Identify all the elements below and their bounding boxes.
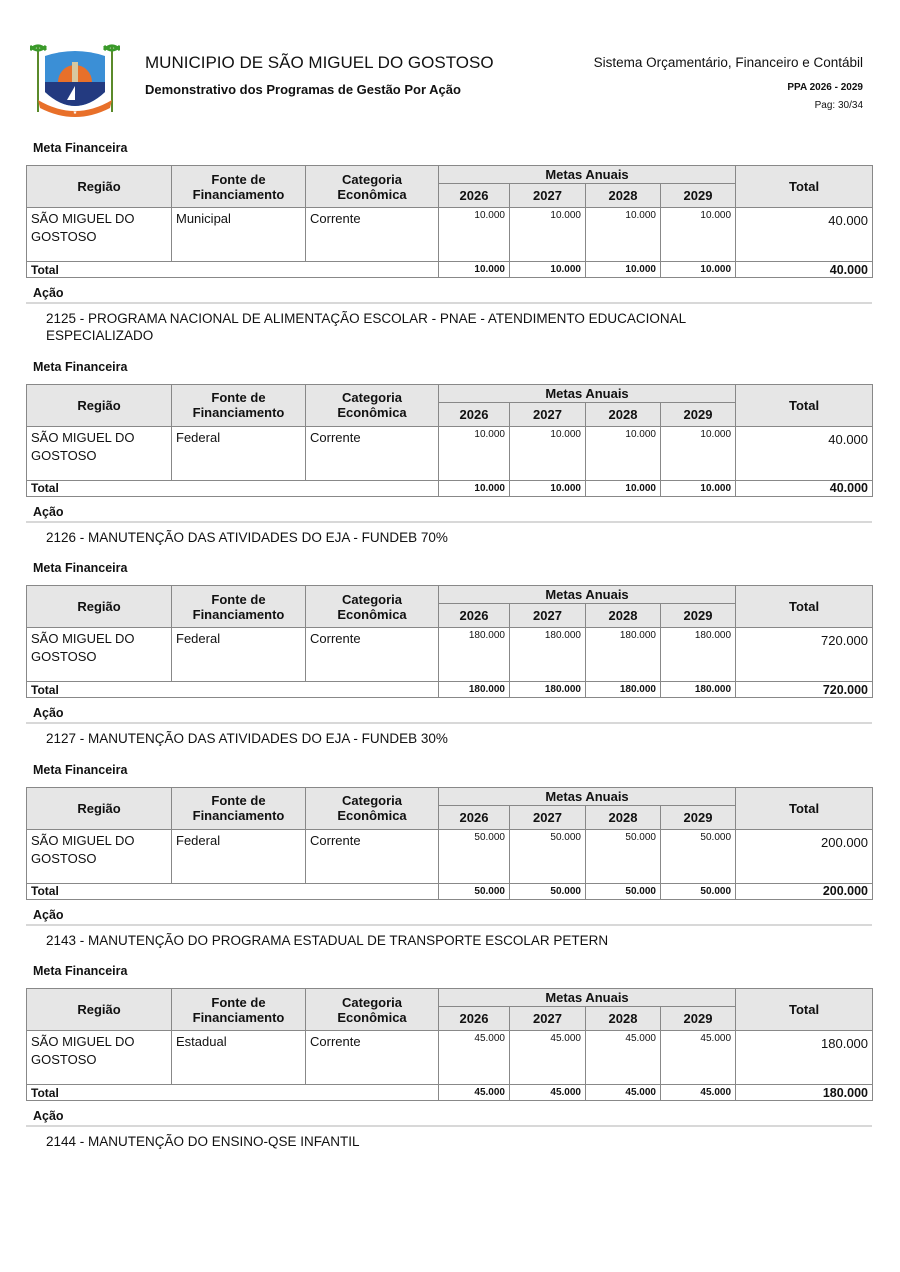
year-value-cell: 10.000 [661,426,736,480]
header-fonte: Fonte de Financiamento [172,989,306,1031]
header-year: 2026 [439,805,510,829]
header-year: 2026 [439,184,510,208]
header-total: Total [736,384,873,426]
system-name: Sistema Orçamentário, Financeiro e Contábil [593,55,863,70]
header-regiao: Região [27,787,172,829]
acao-description: 2143 - MANUTENÇÃO DO PROGRAMA ESTADUAL DE TRANSPORTE ESCOLAR PETERN [46,932,609,948]
year-total-cell: 10.000 [510,262,586,278]
header-regiao: Região [27,989,172,1031]
header-year: 2028 [586,184,661,208]
acao-label: Ação [26,278,872,304]
header-year: 2027 [510,1007,586,1031]
categoria-cell: Corrente [306,1031,439,1085]
meta-financeira-label: Meta Financeira [33,561,128,575]
categoria-cell: Corrente [306,829,439,883]
header-total: Total [736,586,873,628]
header-categoria: Categoria Econômica [306,787,439,829]
year-total-cell: 10.000 [439,262,510,278]
header-year: 2029 [661,604,736,628]
year-value-cell: 10.000 [586,208,661,262]
header-year: 2029 [661,184,736,208]
year-value-cell: 180.000 [661,628,736,682]
regiao-cell: SÃO MIGUEL DO GOSTOSO [27,1031,172,1085]
year-value-cell: 10.000 [439,208,510,262]
header-year: 2029 [661,805,736,829]
report-subtitle: Demonstrativo dos Programas de Gestão Por Ação [145,82,461,97]
header-total: Total [736,989,873,1031]
meta-financeira-label: Meta Financeira [33,964,128,978]
header-categoria: Categoria Econômica [306,586,439,628]
meta-financeira-label: Meta Financeira [33,359,128,374]
year-total-cell: 10.000 [586,262,661,278]
row-total-cell: 40.000 [736,426,873,480]
year-value-cell: 50.000 [510,829,586,883]
grand-total-cell: 180.000 [736,1085,873,1101]
header-categoria: Categoria Econômica [306,166,439,208]
year-total-cell: 10.000 [586,480,661,496]
header-metas-anuais: Metas Anuais [439,384,736,402]
meta-financeira-table [26,384,873,497]
header-year: 2028 [586,402,661,426]
year-value-cell: 45.000 [586,1031,661,1085]
year-total-cell: 10.000 [661,262,736,278]
row-total-cell: 200.000 [736,829,873,883]
year-value-cell: 180.000 [439,628,510,682]
year-total-cell: 180.000 [586,682,661,698]
meta-financeira-label: Meta Financeira [33,141,128,155]
municipality-title: MUNICIPIO DE SÃO MIGUEL DO GOSTOSO [145,53,494,72]
categoria-cell: Corrente [306,426,439,480]
categoria-cell: Corrente [306,208,439,262]
header-total: Total [736,787,873,829]
header-regiao: Região [27,384,172,426]
header-year: 2027 [510,604,586,628]
table-row [27,1031,873,1085]
year-total-cell: 50.000 [661,883,736,899]
municipal-coat-of-arms-logo [30,42,120,120]
header-metas-anuais: Metas Anuais [439,166,736,184]
header-year: 2028 [586,1007,661,1031]
regiao-cell: SÃO MIGUEL DO GOSTOSO [27,829,172,883]
year-value-cell: 180.000 [510,628,586,682]
year-value-cell: 10.000 [661,208,736,262]
header-metas-anuais: Metas Anuais [439,989,736,1007]
acao-label: Ação [26,900,872,926]
total-row [27,883,873,899]
meta-financeira-table [26,165,873,278]
total-row [27,1085,873,1101]
ppa-period: PPA 2026 - 2029 [787,82,863,93]
year-total-cell: 45.000 [510,1085,586,1101]
total-label: Total [27,883,439,899]
header-metas-anuais: Metas Anuais [439,586,736,604]
row-total-cell: 40.000 [736,208,873,262]
year-value-cell: 45.000 [661,1031,736,1085]
grand-total-cell: 720.000 [736,682,873,698]
acao-label: Ação [26,1101,872,1127]
header-fonte: Fonte de Financiamento [172,384,306,426]
meta-financeira-table [26,585,873,698]
row-total-cell: 720.000 [736,628,873,682]
header-year: 2027 [510,402,586,426]
meta-financeira-table [26,988,873,1101]
grand-total-cell: 40.000 [736,480,873,496]
acao-label: Ação [26,698,872,724]
header-year: 2027 [510,805,586,829]
fonte-cell: Federal [172,628,306,682]
report-content [26,141,872,1166]
total-label: Total [27,262,439,278]
header-year: 2026 [439,1007,510,1031]
total-label: Total [27,1085,439,1101]
regiao-cell: SÃO MIGUEL DO GOSTOSO [27,426,172,480]
acao-description: 2144 - MANUTENÇÃO DO ENSINO-QSE INFANTIL [46,1134,360,1149]
table-row [27,426,873,480]
svg-text:★: ★ [72,110,78,116]
header-year: 2026 [439,402,510,426]
categoria-cell: Corrente [306,628,439,682]
year-value-cell: 10.000 [586,426,661,480]
header-fonte: Fonte de Financiamento [172,586,306,628]
page-number: Pag: 30/34 [814,100,863,111]
header-year: 2028 [586,604,661,628]
grand-total-cell: 200.000 [736,883,873,899]
year-total-cell: 180.000 [661,682,736,698]
header-fonte: Fonte de Financiamento [172,166,306,208]
year-total-cell: 50.000 [586,883,661,899]
year-total-cell: 180.000 [439,682,510,698]
year-total-cell: 45.000 [661,1085,736,1101]
year-value-cell: 45.000 [439,1031,510,1085]
header-year: 2028 [586,805,661,829]
acao-description: 2127 - MANUTENÇÃO DAS ATIVIDADES DO EJA - FUNDEB 30% [46,731,448,746]
table-row [27,628,873,682]
total-row [27,480,873,496]
year-total-cell: 45.000 [439,1085,510,1101]
header-metas-anuais: Metas Anuais [439,787,736,805]
year-value-cell: 45.000 [510,1031,586,1085]
year-value-cell: 50.000 [586,829,661,883]
header-year: 2029 [661,1007,736,1031]
header-total: Total [736,166,873,208]
year-total-cell: 50.000 [439,883,510,899]
total-row [27,262,873,278]
year-value-cell: 10.000 [510,426,586,480]
header-categoria: Categoria Econômica [306,989,439,1031]
year-value-cell: 10.000 [439,426,510,480]
year-value-cell: 50.000 [661,829,736,883]
year-value-cell: 50.000 [439,829,510,883]
fonte-cell: Federal [172,426,306,480]
meta-financeira-label: Meta Financeira [33,762,128,777]
header-year: 2027 [510,184,586,208]
year-value-cell: 10.000 [510,208,586,262]
header-year: 2029 [661,402,736,426]
table-row [27,208,873,262]
meta-financeira-table [26,787,873,900]
total-row [27,682,873,698]
grand-total-cell: 40.000 [736,262,873,278]
total-label: Total [27,682,439,698]
row-total-cell: 180.000 [736,1031,873,1085]
acao-description: 2125 - PROGRAMA NACIONAL DE ALIMENTAÇÃO ESCOLAR - PNAE - ATENDIMENTO EDUCACIONAL ESPECIALIZADO [46,311,686,343]
header-regiao: Região [27,166,172,208]
regiao-cell: SÃO MIGUEL DO GOSTOSO [27,208,172,262]
acao-description: 2126 - MANUTENÇÃO DAS ATIVIDADES DO EJA - FUNDEB 70% [46,529,448,545]
fonte-cell: Federal [172,829,306,883]
fonte-cell: Estadual [172,1031,306,1085]
header-regiao: Região [27,586,172,628]
year-total-cell: 45.000 [586,1085,661,1101]
header-categoria: Categoria Econômica [306,384,439,426]
regiao-cell: SÃO MIGUEL DO GOSTOSO [27,628,172,682]
year-total-cell: 10.000 [661,480,736,496]
year-total-cell: 10.000 [510,480,586,496]
header-year: 2026 [439,604,510,628]
year-value-cell: 180.000 [586,628,661,682]
year-total-cell: 10.000 [439,480,510,496]
total-label: Total [27,480,439,496]
year-total-cell: 50.000 [510,883,586,899]
fonte-cell: Municipal [172,208,306,262]
table-row [27,829,873,883]
year-total-cell: 180.000 [510,682,586,698]
header-fonte: Fonte de Financiamento [172,787,306,829]
acao-label: Ação [26,497,872,523]
